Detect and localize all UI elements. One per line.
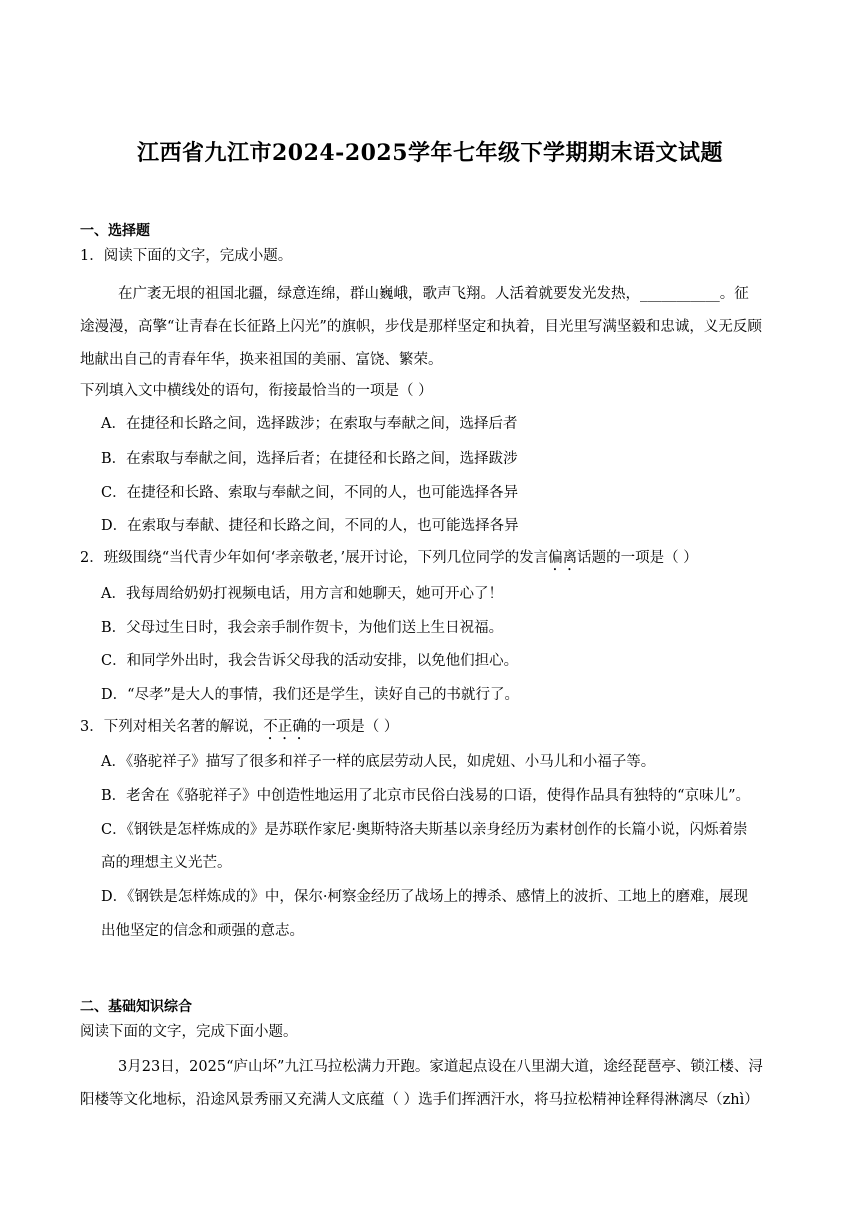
q2-option-a[interactable]: A．我每周给奶奶打视频电话，用方言和她聊天，她可开心了！ (101, 586, 503, 602)
q1-question: 下列填入文中横线处的语句，衔接最恰当的一项是（ ） (80, 383, 433, 399)
section-heading-basics: 二、基础知识综合 (80, 999, 192, 1015)
q1-stem: 1．阅读下面的文字，完成小题。 (80, 248, 293, 264)
q1-passage-line: 在广袤无垠的祖国北疆，绿意连绵，群山巍峨，歌声飞翔。人活着就要发光发热，___________。征 (118, 286, 749, 302)
q1-passage (80, 278, 782, 377)
q3-stem-text: 的一项是（ ） (306, 719, 399, 735)
q3-option-d[interactable]: D．《钢铁是怎样炼成的》中，保尔·柯察金经历了战场上的搏杀、感情上的波折、工地上的磨难，展现 (101, 889, 748, 905)
q3-option-b[interactable]: B．老舍在《骆驼祥子》中创造性地运用了北京市民俗白浅易的口语，使得作品具有独特的“京味儿”。 (101, 788, 750, 804)
section2-passage (80, 1051, 782, 1117)
section-heading-choice: 一、选择题 (80, 223, 150, 239)
q1-option-c[interactable]: C．在捷径和长路、索取与奉献之间，不同的人，也可能选择各异 (101, 485, 519, 501)
q2-option-d[interactable]: D．“尽孝”是大人的事情，我们还是学生，读好自己的书就行了。 (101, 687, 519, 703)
q2-option-b[interactable]: B．父母过生日时，我会亲手制作贺卡，为他们送上生日祝福。 (101, 620, 504, 636)
q2-stem-text: 话题的一项是（ ） (577, 550, 698, 566)
q3-option-c-cont: 高的理想主义光芒。 (101, 855, 232, 871)
q1-passage-line: 地献出自己的青春年华，换来祖国的美丽、富饶、繁荣。 (80, 352, 443, 368)
q1-option-a[interactable]: A．在捷径和长路之间，选择跋涉；在索取与奉献之间，选择后者 (101, 416, 518, 432)
q3-option-c[interactable]: C．《钢铁是怎样炼成的》是苏联作家尼·奥斯特洛夫斯基以亲身经历为素材创作的长篇小说，闪烁着崇 (101, 822, 748, 838)
exam-title: 江西省九江市2024-2025学年七年级下学期期末语文试题 (136, 140, 724, 166)
q2-option-c[interactable]: C．和同学外出时，我会告诉父母我的活动安排，以免他们担心。 (101, 653, 519, 669)
q3-stem (80, 717, 780, 743)
section2-passage-line: 3月23日，2025“庐山坏”九江马拉松满力开跑。家道起点设在八里湖大道，途经琵琶亭、锁江楼、浔 (118, 1059, 763, 1075)
q3-stem-emphasis: 不正确 (263, 719, 307, 735)
q1-option-b[interactable]: B．在索取与奉献之间，选择后者；在捷径和长路之间，选择跋涉 (101, 451, 518, 467)
section2-stem: 阅读下面的文字，完成下面小题。 (80, 1024, 298, 1040)
q1-passage-line: 途漫漫，高擎“让青春在长征路上闪光”的旗帜，步伐是那样坚定和执着，目光里写满坚毅和忠诚，义无反顾 (80, 319, 762, 335)
q3-stem-text: 3．下列对相关名著的解说， (80, 719, 264, 735)
q3-option-a[interactable]: A．《骆驼祥子》描写了很多和祥子一样的底层劳动人民，如虎妞、小马儿和小福子等。 (101, 754, 656, 770)
q3-option-d-cont: 出他坚定的信念和顽强的意志。 (101, 923, 304, 939)
q2-stem-emphasis: 偏离 (548, 550, 578, 566)
section2-passage-line: 阳楼等文化地标，沿途风景秀丽又充满人文底蕴（ ）选手们挥洒汗水，将马拉松精神诠释得淋漓尽（zhì） (80, 1092, 759, 1108)
q2-stem (80, 548, 780, 574)
q2-stem-text: 2．班级围绕“当代青少年如何‘孝亲敬老，’展开讨论，下列几位同学的发言 (80, 550, 549, 566)
q1-option-d[interactable]: D．在索取与奉献、捷径和长路之间，不同的人，也可能选择各异 (101, 518, 519, 534)
